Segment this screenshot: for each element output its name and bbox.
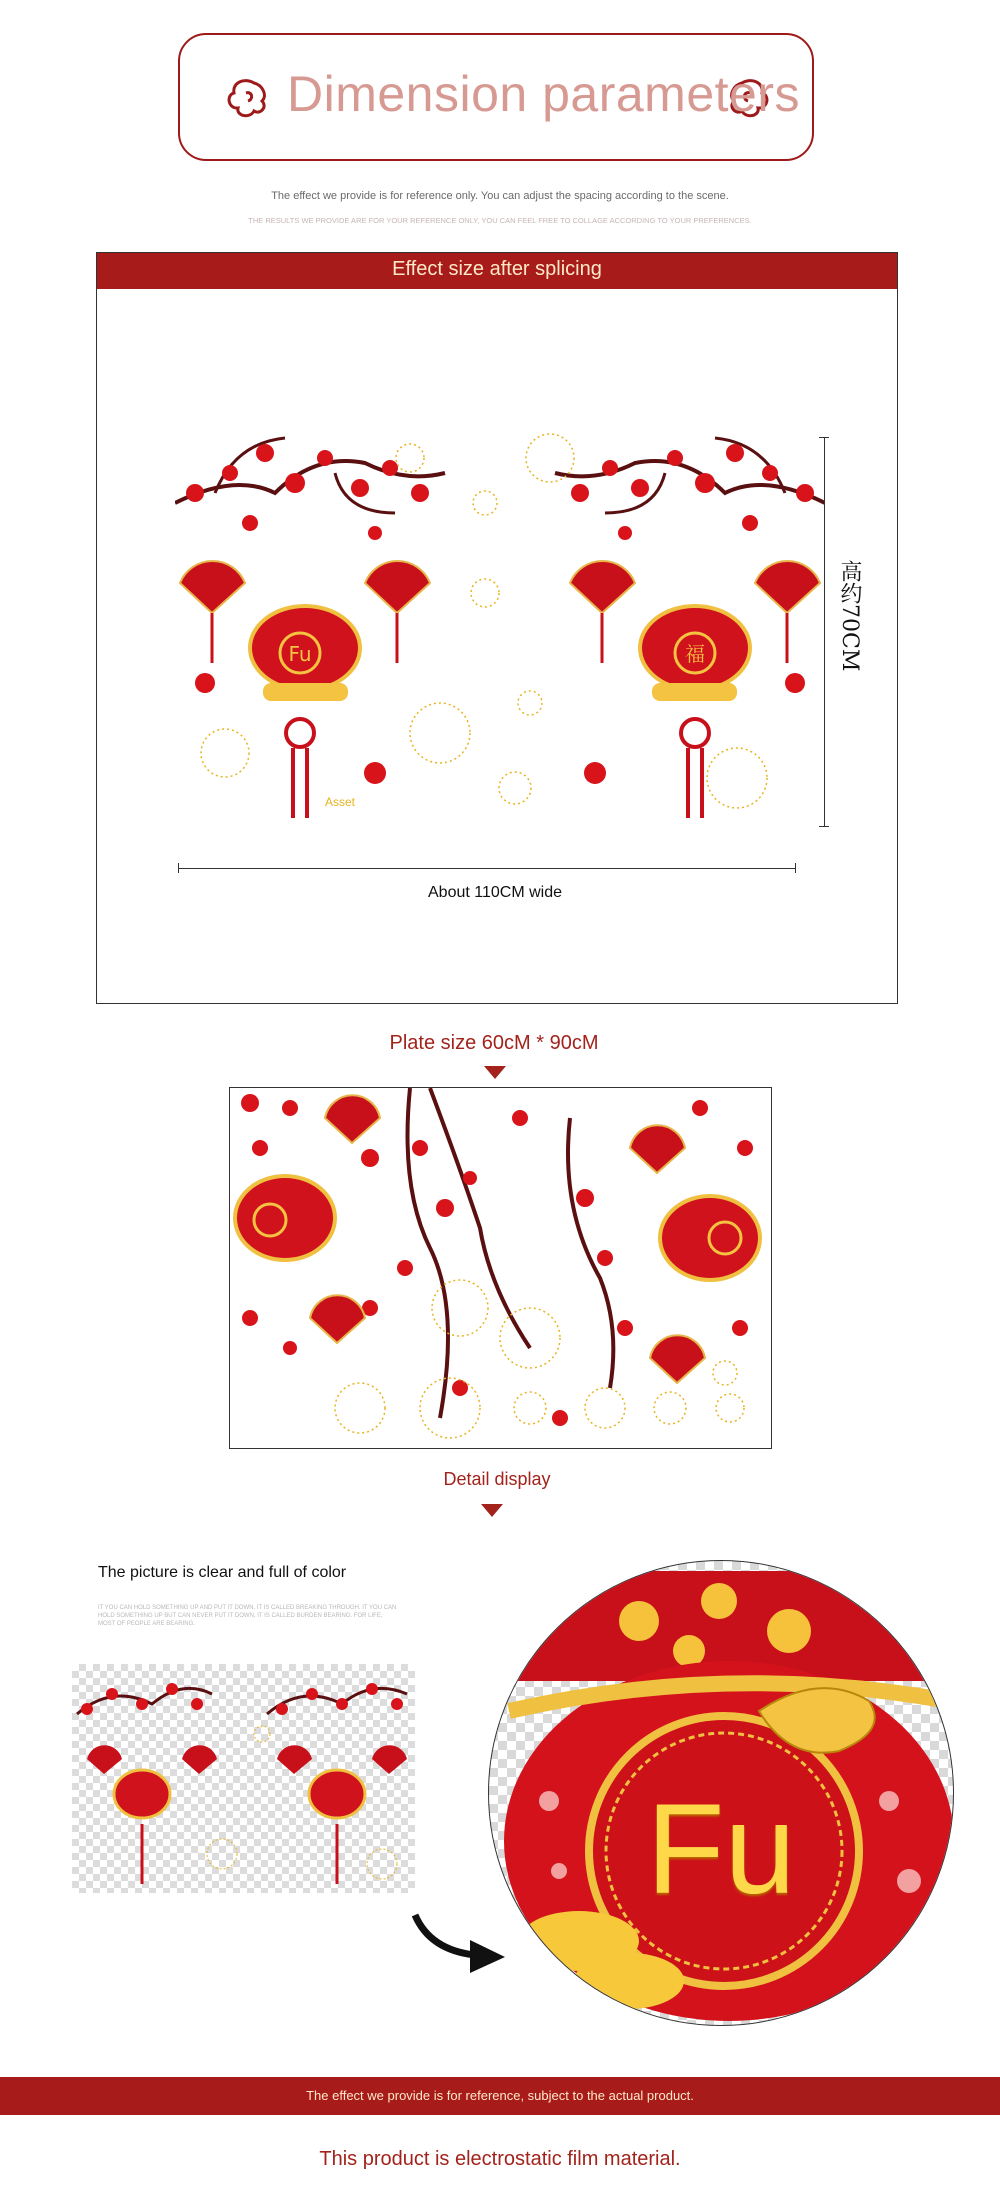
- plate-layout-image: [229, 1087, 772, 1449]
- title-frame: [178, 33, 814, 161]
- height-label: 高约70CM: [837, 560, 862, 672]
- fu-character: Fu: [646, 1778, 796, 1921]
- reference-note: The effect we provide is for reference only. You can adjust the spacing according to the scene.: [271, 190, 729, 202]
- footer-notice-text: The effect we provide is for reference, subject to the actual product.: [306, 2088, 694, 2103]
- svg-text:福: 福: [685, 642, 705, 666]
- effect-header-bar: [97, 253, 897, 289]
- svg-text:Fu: Fu: [288, 642, 312, 666]
- detail-subtext: IT YOU CAN HOLD SOMETHING UP AND PUT IT DOWN, IT IS CALLED BREAKING THROUGH. IT YOU CAN HOLD SOMETHING UP BUT CAN NEVER PUT IT DOWN, IT IS CALLED BURDEN BEARING. FOR LIFE, MOST OF PEOPLE ARE BEARING.: [98, 1605, 397, 1627]
- decoration-illustration: [175, 433, 825, 833]
- footer-notice-bar: [0, 2077, 1000, 2115]
- width-label: About 110CM wide: [428, 884, 562, 901]
- page-title: Dimension parameters: [287, 66, 800, 122]
- plate-size-label: Plate size 60cM * 90cM: [389, 1032, 599, 1054]
- detail-display-label: Detail display: [443, 1469, 551, 1489]
- height-dimension-line: [824, 437, 825, 827]
- detail-heading: The picture is clear and full of color: [98, 1564, 347, 1581]
- down-triangle-icon: [481, 1504, 503, 1517]
- watermark-text: Asset: [325, 795, 356, 809]
- reference-note-small: THE RESULTS WE PROVIDE ARE FOR YOUR REFERENCE ONLY, YOU CAN FEEL FREE TO COLLAGE ACCORDING TO YOUR PREFERENCES.: [248, 216, 752, 225]
- width-dimension-line: [178, 868, 796, 869]
- zoom-detail-circle: [488, 1560, 954, 2026]
- transparent-preview-image: [72, 1664, 415, 1893]
- effect-title: Effect size after splicing: [392, 258, 602, 280]
- down-triangle-icon: [484, 1066, 506, 1079]
- material-note: This product is electrostatic film material.: [319, 2148, 681, 2170]
